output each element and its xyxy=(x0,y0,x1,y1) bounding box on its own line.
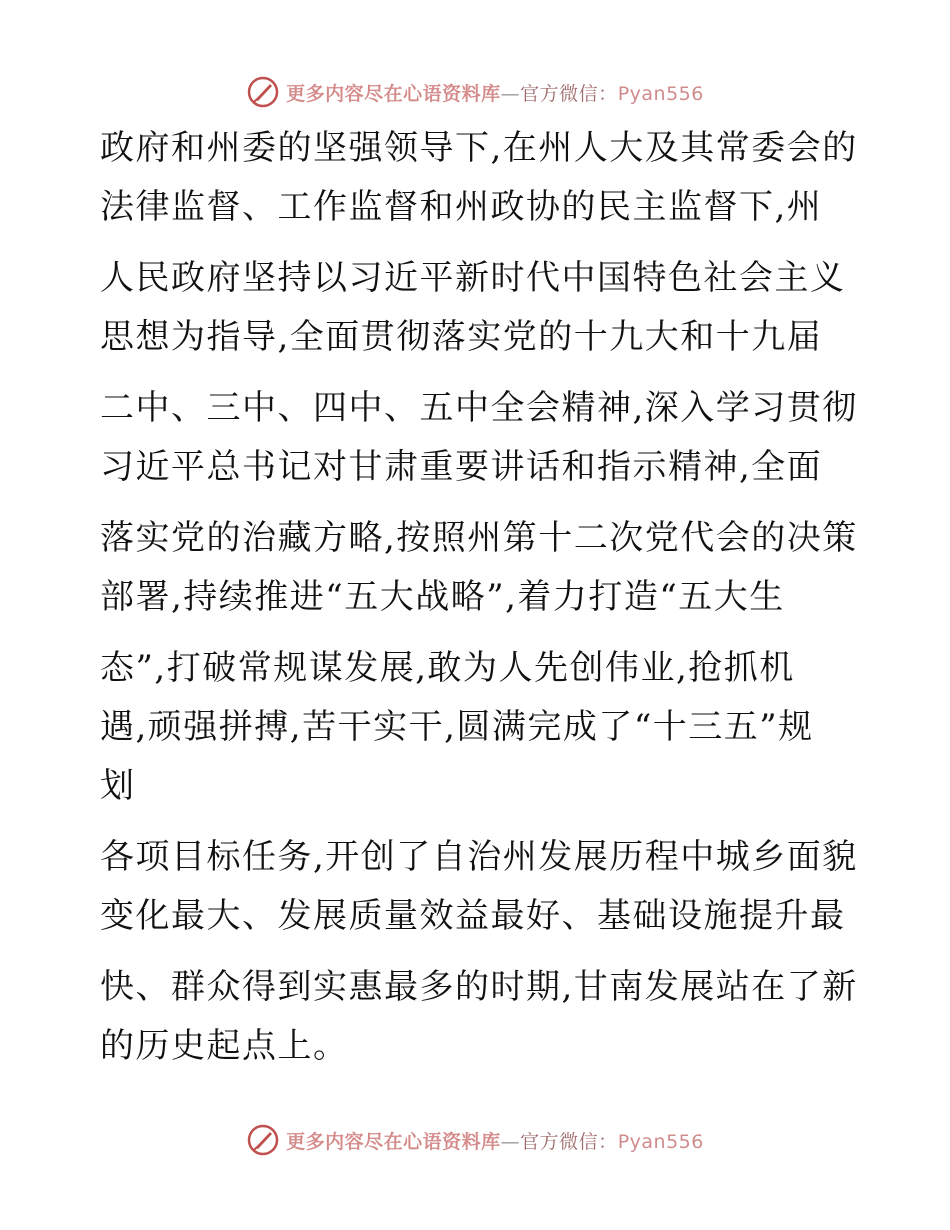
watermark-text xyxy=(286,79,704,106)
header-watermark xyxy=(0,72,950,112)
text-line: 二中、三中、四中、五中全会精神,深入学习贯彻 xyxy=(100,388,858,428)
quill-logo-icon xyxy=(246,75,280,109)
watermark-id: Pyan556 xyxy=(617,1130,704,1153)
watermark-id: Pyan556 xyxy=(617,82,704,105)
footer-watermark xyxy=(0,1120,950,1160)
quill-logo-icon xyxy=(246,1123,280,1157)
watermark-text xyxy=(286,1127,704,1154)
text-line: 思想为指导,全面贯彻落实党的十九大和十九届 xyxy=(100,317,823,357)
text-line: 政府和州委的坚强领导下,在州人大及其常委会的 xyxy=(100,128,858,168)
text-line: 人民政府坚持以习近平新时代中国特色社会主义 xyxy=(100,258,846,298)
watermark-dash: — xyxy=(500,82,521,105)
text-line: 各项目标任务,开创了自治州发展历程中城乡面貌 xyxy=(100,837,858,877)
text-line: 部署,持续推进“五大战略”,着力打造“五大生 xyxy=(100,577,785,617)
text-line: 态”,打破常规谋发展,敢为人先创伟业,抢抓机 xyxy=(100,648,795,688)
text-line: 快、群众得到实惠最多的时期,甘南发展站在了新 xyxy=(100,967,858,1007)
watermark-label: 官方微信： xyxy=(520,82,618,105)
watermark-dash: — xyxy=(500,1130,521,1153)
text-line: 落实党的治藏方略,按照州第十二次党代会的决策 xyxy=(100,518,858,558)
text-line: 的历史起点上。 xyxy=(100,1026,349,1066)
text-line: 变化最大、发展质量效益最好、基础设施提升最 xyxy=(100,896,846,936)
text-line: 习近平总书记对甘肃重要讲话和指示精神,全面 xyxy=(100,447,823,487)
watermark-label: 官方微信： xyxy=(520,1130,618,1153)
watermark-brand: 更多内容尽在心语资料库 xyxy=(286,1130,501,1153)
text-line: 法律监督、工作监督和州政协的民主监督下,州 xyxy=(100,187,823,227)
watermark-brand: 更多内容尽在心语资料库 xyxy=(286,82,501,105)
text-line: 遇,顽强拼搏,苦干实干,圆满完成了“十三五”规 xyxy=(100,707,814,747)
text-line: 划 xyxy=(100,766,136,806)
